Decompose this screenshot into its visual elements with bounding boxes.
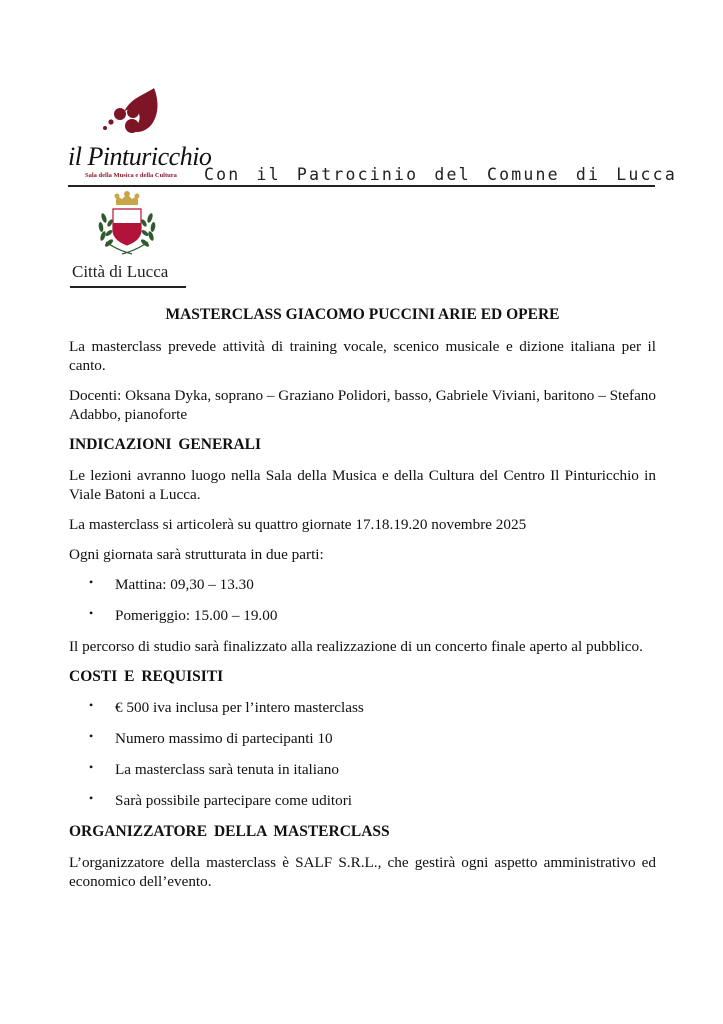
list-item	[69, 791, 656, 810]
list-item	[69, 698, 656, 717]
list-item-text: € 500 iva inclusa per l’intero masterclass	[115, 699, 364, 716]
list-item-text: La masterclass sarà tenuta in italiano	[115, 761, 339, 778]
bullet-icon: •	[89, 606, 94, 620]
citta-di-lucca-logo	[70, 190, 190, 290]
bullet-icon: •	[89, 760, 94, 774]
patrocinio-heading: Con il Patrocinio del Comune di Lucca	[204, 165, 677, 184]
structure-paragraph: Ogni giornata sarà strutturata in due parti:	[69, 546, 324, 563]
bullet-icon: •	[89, 575, 94, 589]
list-item-text: Mattina: 09,30 – 13.30	[115, 576, 254, 593]
concert-paragraph: Il percorso di studio sarà finalizzato alla realizzazione di un concerto finale aperto al pubblico.	[69, 638, 643, 655]
lucca-divider	[70, 286, 186, 288]
citta-di-lucca-name: Città di Lucca	[72, 262, 169, 281]
location-paragraph: Le lezioni avranno luogo nella Sala della Musica e della Cultura del Centro Il Pinturicchio in Viale Batoni a Lucca.	[69, 467, 656, 503]
bullet-icon: •	[89, 698, 94, 712]
header-divider	[68, 185, 655, 187]
lucca-crest-icon	[92, 190, 162, 260]
pinturicchio-name: il Pinturicchio	[68, 142, 212, 171]
document-title: MASTERCLASS GIACOMO PUCCINI ARIE ED OPERE	[165, 306, 560, 323]
list-item	[69, 760, 656, 779]
list-item	[69, 606, 656, 625]
pinturicchio-leaf-icon	[102, 86, 166, 136]
bullet-icon: •	[89, 791, 94, 805]
schedule-list	[69, 575, 656, 625]
pinturicchio-subtitle: Sala della Musica e della Cultura	[85, 172, 177, 179]
section-heading-costi: COSTI E REQUISITI	[69, 668, 224, 685]
pinturicchio-logo	[68, 86, 212, 186]
organizer-paragraph: L’organizzatore della masterclass è SALF S.R.L., che gestirà ogni aspetto amministrativo ed economico dell’evento.	[69, 854, 656, 890]
list-item-text: Pomeriggio: 15.00 – 19.00	[115, 607, 278, 624]
list-item-text: Sarà possibile partecipare come uditori	[115, 792, 353, 809]
dates-paragraph: La masterclass si articolerà su quattro giornate 17.18.19.20 novembre 2025	[69, 516, 527, 533]
intro-paragraph: La masterclass prevede attività di training vocale, scenico musicale e dizione italiana per il canto.	[69, 338, 656, 374]
bullet-icon: •	[89, 729, 94, 743]
section-heading-indicazioni: INDICAZIONI GENERALI	[69, 436, 262, 453]
list-item	[69, 575, 656, 594]
document-body	[69, 305, 656, 902]
list-item-text: Numero massimo di partecipanti 10	[115, 730, 333, 747]
costi-list	[69, 698, 656, 810]
list-item	[69, 729, 656, 748]
docenti-paragraph: Docenti: Oksana Dyka, soprano – Graziano Polidori, basso, Gabriele Viviani, baritono – Stefano Adabbo, pianoforte	[69, 387, 656, 423]
section-heading-organizzatore: ORGANIZZATORE DELLA MASTERCLASS	[69, 823, 390, 840]
